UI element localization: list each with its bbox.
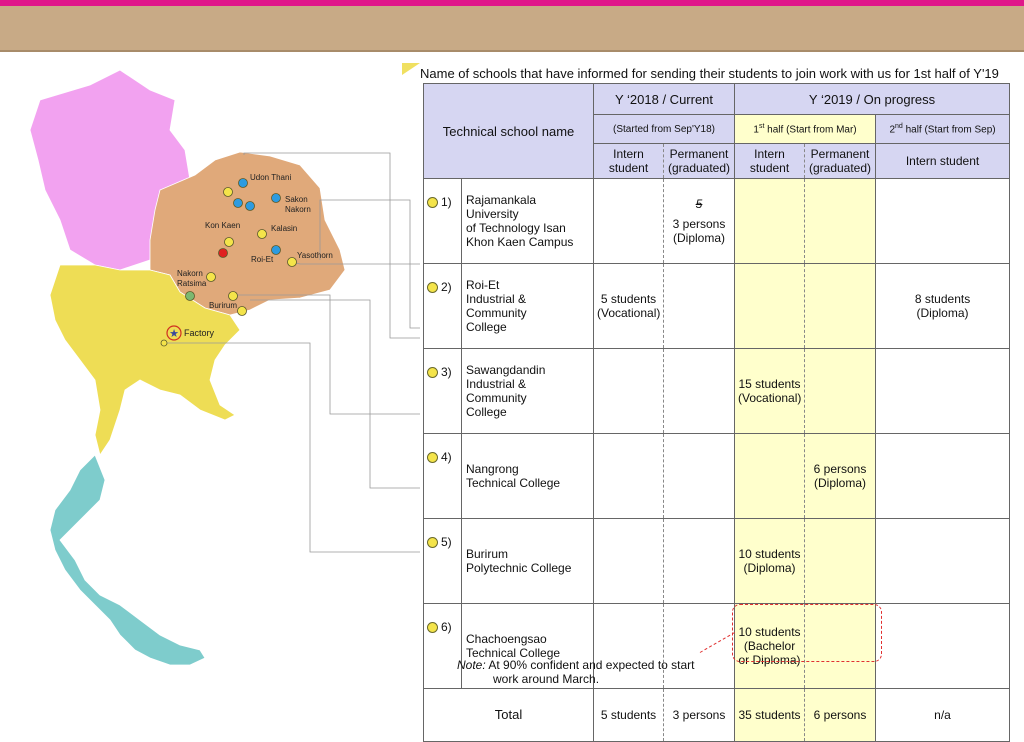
cell-intern-2018: [594, 179, 664, 264]
cell-line: 3 persons: [672, 217, 726, 231]
cell-intern-2018: [594, 434, 664, 519]
cell-line: 10 students: [738, 625, 801, 639]
school-name: [462, 264, 594, 349]
header-y2018: Y ‘2018 / Current: [594, 84, 735, 115]
yellow-dot-icon: [427, 452, 438, 463]
row-num: 2): [441, 280, 452, 294]
title-flag: [402, 63, 420, 75]
row-num: 1): [441, 195, 452, 209]
cell-line: (Diploma): [673, 231, 726, 245]
school-line: Roi-Et: [466, 278, 500, 292]
cell-line: 6 persons: [813, 462, 867, 476]
highlight-dashed-box: [732, 604, 882, 662]
cell-line: 8 students: [914, 292, 971, 306]
cell-line: (Vocational): [738, 391, 802, 405]
cell-intern-2018: [594, 519, 664, 604]
struck-value: 5: [695, 197, 703, 211]
h-perm-b-2: (graduated): [808, 161, 872, 175]
table-row: [424, 264, 1010, 349]
cell-2nd-half: [876, 519, 1010, 604]
h-intern-b-2: student: [749, 161, 790, 175]
header-first-half: [735, 115, 876, 144]
cell-perm-2018: [664, 179, 735, 264]
svg-text:★: ★: [169, 328, 179, 340]
header-y2019: Y ‘2019 / On progress: [735, 84, 1010, 115]
row-num: 6): [441, 620, 452, 634]
total-2nd-half: n/a: [876, 689, 1010, 742]
school-line: Sawangdandin: [466, 363, 546, 377]
header-intern-2018: [594, 144, 664, 179]
label-yasothorn: Yasothorn: [297, 251, 333, 260]
cell-2nd-half: [876, 434, 1010, 519]
h-perm-b-1: (graduated): [667, 161, 731, 175]
note-label: Note:: [457, 658, 486, 672]
row-number: [424, 264, 462, 349]
label-nakorn-ne: Nakorn: [285, 205, 311, 214]
footnote: [457, 658, 695, 686]
thailand-map: [0, 60, 420, 680]
school-line: Industrial & Community: [466, 292, 527, 320]
cell-perm-2019: [805, 434, 876, 519]
school-line: Rajamankala University: [466, 193, 537, 221]
page-title: Name of schools that have informed for sending their students to join work with us for 1st half of Y'19: [420, 66, 999, 81]
first-half-num: 1: [753, 124, 759, 136]
first-half-text: half (Start from Mar): [764, 124, 857, 136]
note-line-2: work around March.: [493, 672, 600, 686]
cell-2nd-half: [876, 604, 1010, 689]
second-half-text: half (Start from Sep): [902, 124, 996, 136]
h-perm-a-2: Permanent: [810, 147, 870, 161]
school-line: Polytechnic College: [466, 561, 572, 575]
total-intern-2019: 35 students: [735, 689, 805, 742]
school-line: of Technology Isan: [466, 221, 566, 235]
row-number: [424, 349, 462, 434]
table-row: [424, 349, 1010, 434]
row-num: 4): [441, 450, 452, 464]
school-line: College: [466, 405, 507, 419]
total-row: [424, 689, 1010, 742]
cell-line: (Diploma): [743, 561, 796, 575]
h-intern-a-1: Intern: [613, 147, 644, 161]
total-perm-2019: 6 persons: [805, 689, 876, 742]
total-label: Total: [424, 689, 594, 742]
row-num: 3): [441, 365, 452, 379]
cell-intern-2019: [735, 179, 805, 264]
cell-intern-2019: [735, 434, 805, 519]
label-burirum: Burirum: [209, 301, 238, 310]
label-ratsima: Ratsima: [177, 279, 207, 288]
cell-line: 10 students: [738, 547, 801, 561]
school-name: [462, 434, 594, 519]
label-udon-thani: Udon Thani: [250, 173, 292, 182]
cell-perm-2018: [664, 264, 735, 349]
cell-perm-2018: [664, 519, 735, 604]
yellow-dot-icon: [427, 282, 438, 293]
row-num: 5): [441, 535, 452, 549]
school-name: [462, 519, 594, 604]
school-line: Nangrong: [466, 462, 519, 476]
school-line: Industrial & Community: [466, 377, 527, 405]
note-line-1: At 90% confident and expected to start: [485, 658, 695, 672]
header-band: [0, 6, 1024, 52]
header-intern-2019: [735, 144, 805, 179]
cell-perm-2019: [805, 519, 876, 604]
cell-line: (Bachelor: [743, 639, 796, 653]
cell-line: (Diploma): [916, 306, 969, 320]
first-half-sup: st: [758, 122, 765, 130]
label-roi-et: Roi-Et: [251, 255, 274, 264]
header-y2018-sub: (Started from Sep'Y18): [594, 115, 735, 144]
cell-perm-2019: [805, 349, 876, 434]
cell-perm-2019: [805, 179, 876, 264]
school-line: Technical College: [466, 476, 561, 490]
label-nakorn: Nakorn: [177, 269, 203, 278]
header-second-half: [876, 115, 1010, 144]
yellow-dot-icon: [427, 537, 438, 548]
header-intern-2nd: Intern student: [876, 144, 1010, 179]
label-kalasin: Kalasin: [271, 224, 298, 233]
h-intern-a-2: Intern: [754, 147, 785, 161]
row-number: [424, 519, 462, 604]
total-perm-2018: 3 persons: [664, 689, 735, 742]
row-number: [424, 604, 462, 689]
school-name: [462, 179, 594, 264]
cell-line: 15 students: [738, 377, 801, 391]
table-row: [424, 179, 1010, 264]
header-school-name: Technical school name: [424, 84, 594, 179]
school-line: Technical College: [466, 646, 561, 660]
row-number: [424, 434, 462, 519]
cell-2nd-half: [876, 349, 1010, 434]
school-name: [462, 349, 594, 434]
table-row: [424, 434, 1010, 519]
label-sakon: Sakon: [285, 195, 308, 204]
header-perm-2019: [805, 144, 876, 179]
cell-intern-2019: [735, 264, 805, 349]
school-line: Khon Kaen Campus: [466, 235, 574, 249]
south-region: [50, 455, 205, 665]
cell-perm-2019: [805, 264, 876, 349]
cell-intern-2019: [735, 349, 805, 434]
total-intern-2018: 5 students: [594, 689, 664, 742]
cell-intern-2018: [594, 349, 664, 434]
cell-line: 5 students: [600, 292, 657, 306]
row-number: [424, 179, 462, 264]
cell-line: (Vocational): [597, 306, 661, 320]
school-line: College: [466, 320, 507, 334]
cell-intern-2018: [594, 264, 664, 349]
second-half-sup: nd: [895, 122, 903, 130]
cell-line: (Diploma): [814, 476, 867, 490]
yellow-dot-icon: [427, 622, 438, 633]
yellow-dot-icon: [427, 367, 438, 378]
cell-line: or Diploma): [738, 653, 801, 667]
cell-2nd-half: [876, 179, 1010, 264]
label-khon-kaen: Kon Kaen: [205, 221, 241, 230]
h-perm-a-1: Permanent: [669, 147, 729, 161]
yellow-dot-icon: [427, 197, 438, 208]
cell-perm-2018: [664, 349, 735, 434]
table-row: [424, 519, 1010, 604]
cell-2nd-half: [876, 264, 1010, 349]
cell-intern-2019: [735, 519, 805, 604]
cell-perm-2018: [664, 434, 735, 519]
school-line: Burirum: [466, 547, 509, 561]
header-perm-2018: [664, 144, 735, 179]
second-half-num: 2: [889, 124, 895, 136]
h-intern-b-1: student: [608, 161, 649, 175]
label-factory: Factory: [184, 328, 215, 338]
school-line: Chachoengsao: [466, 632, 547, 646]
